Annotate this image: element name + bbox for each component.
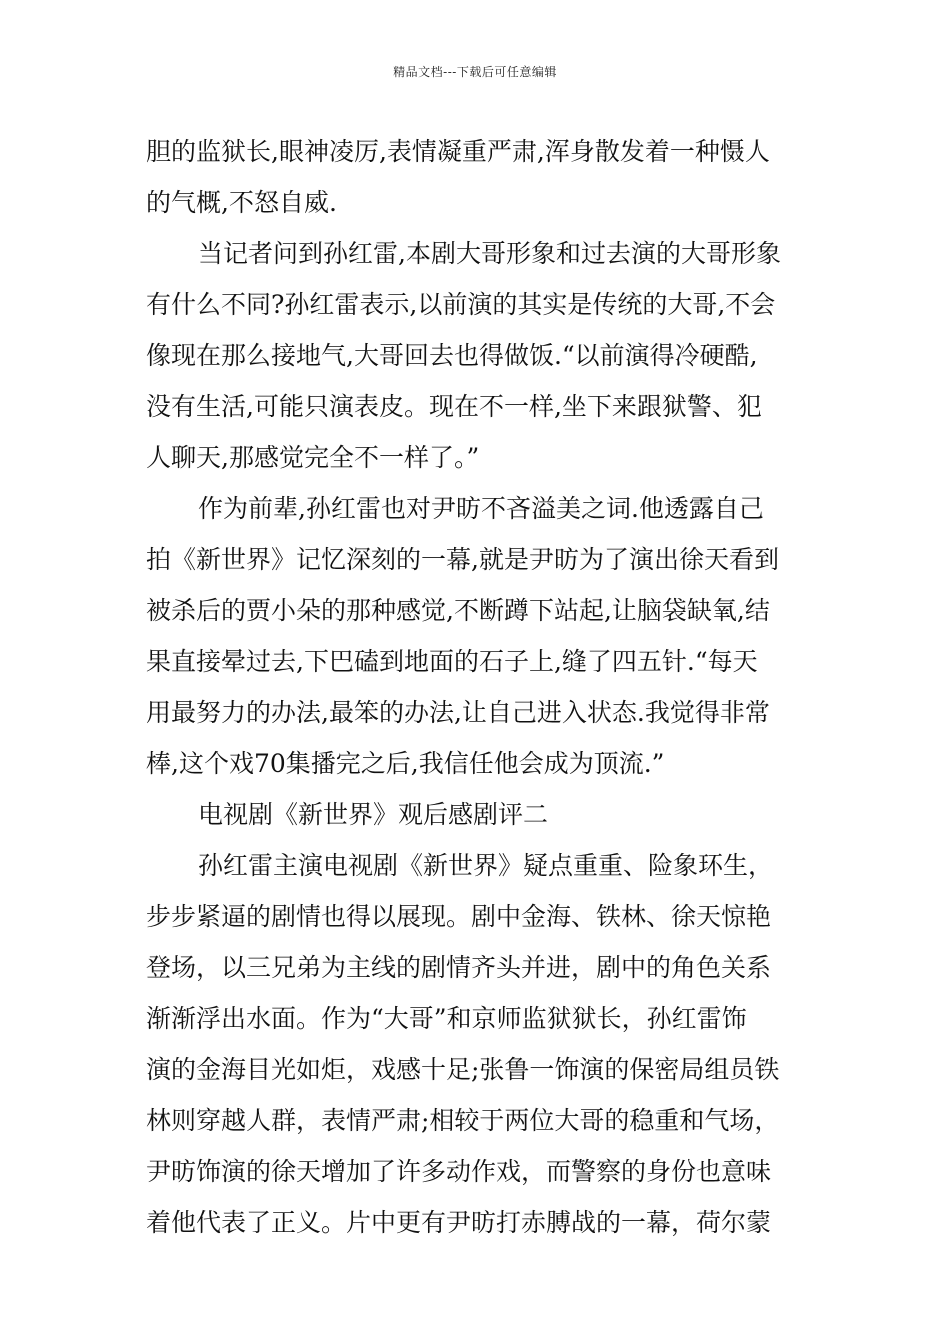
text-line: 的气概,不怒自威. [146, 188, 337, 217]
text-line: 当记者问到孙红雷,本剧大哥形象和过去演的大哥形象 [198, 239, 781, 268]
text-line: 作为前辈,孙红雷也对尹昉不吝溢美之词.他透露自己 [198, 494, 764, 523]
text-line: 拍《新世界》记忆深刻的一幕,就是尹昉为了演出徐天看到 [146, 545, 779, 574]
paragraph [146, 840, 806, 1248]
document-body [146, 126, 806, 1248]
text-line: 尹昉饰演的徐天增加了许多动作戏，而警察的身份也意味 [146, 1157, 772, 1186]
text-line: 登场，以三兄弟为主线的剧情齐头并进，剧中的角色关系 [146, 953, 772, 982]
paragraph [146, 126, 806, 228]
text-line: 果直接晕过去,下巴磕到地面的石子上,缝了四五针.“每天 [146, 647, 758, 676]
paragraph [146, 483, 806, 789]
text-line: 林则穿越人群，表情严肃;相较于两位大哥的稳重和气场， [146, 1106, 780, 1135]
section-heading [146, 789, 806, 840]
text-line: 被杀后的贾小朵的那种感觉,不断蹲下站起,让脑袋缺氧,结 [146, 596, 770, 625]
page-header: 精品文档---下载后可任意编辑 [393, 65, 557, 79]
text-line: 渐渐浮出水面。作为“大哥”和京师监狱狱长，孙红雷饰 [146, 1004, 747, 1033]
text-line: 演的金海目光如炬，戏感十足;张鲁一饰演的保密局组员铁 [146, 1055, 780, 1084]
text-line: 有什么不同?孙红雷表示,以前演的其实是传统的大哥,不会 [146, 290, 776, 319]
text-line: 用最努力的办法,最笨的办法,让自己进入状态.我觉得非常 [146, 698, 770, 727]
paragraph [146, 228, 806, 483]
text-line: 胆的监狱长,眼神凌厉,表情凝重严肃,浑身散发着一种慑人 [146, 137, 770, 166]
text-line: 步步紧逼的剧情也得以展现。剧中金海、铁林、徐天惊艳 [146, 902, 772, 931]
text-line: 着他代表了正义。片中更有尹昉打赤膊战的一幕，荷尔蒙 [146, 1208, 772, 1237]
text-line: 电视剧《新世界》观后感剧评二 [198, 800, 549, 829]
text-line: 人聊天,那感觉完全不一样了。” [146, 443, 480, 472]
text-line: 没有生活,可能只演表皮。现在不一样,坐下来跟狱警、犯 [146, 392, 762, 421]
text-line: 像现在那么接地气,大哥回去也得做饭.“以前演得冷硬酷, [146, 341, 758, 370]
text-line: 孙红雷主演电视剧《新世界》疑点重重、险象环生， [198, 851, 774, 880]
text-line: 棒,这个戏70集播完之后,我信任他会成为顶流.” [146, 749, 665, 778]
